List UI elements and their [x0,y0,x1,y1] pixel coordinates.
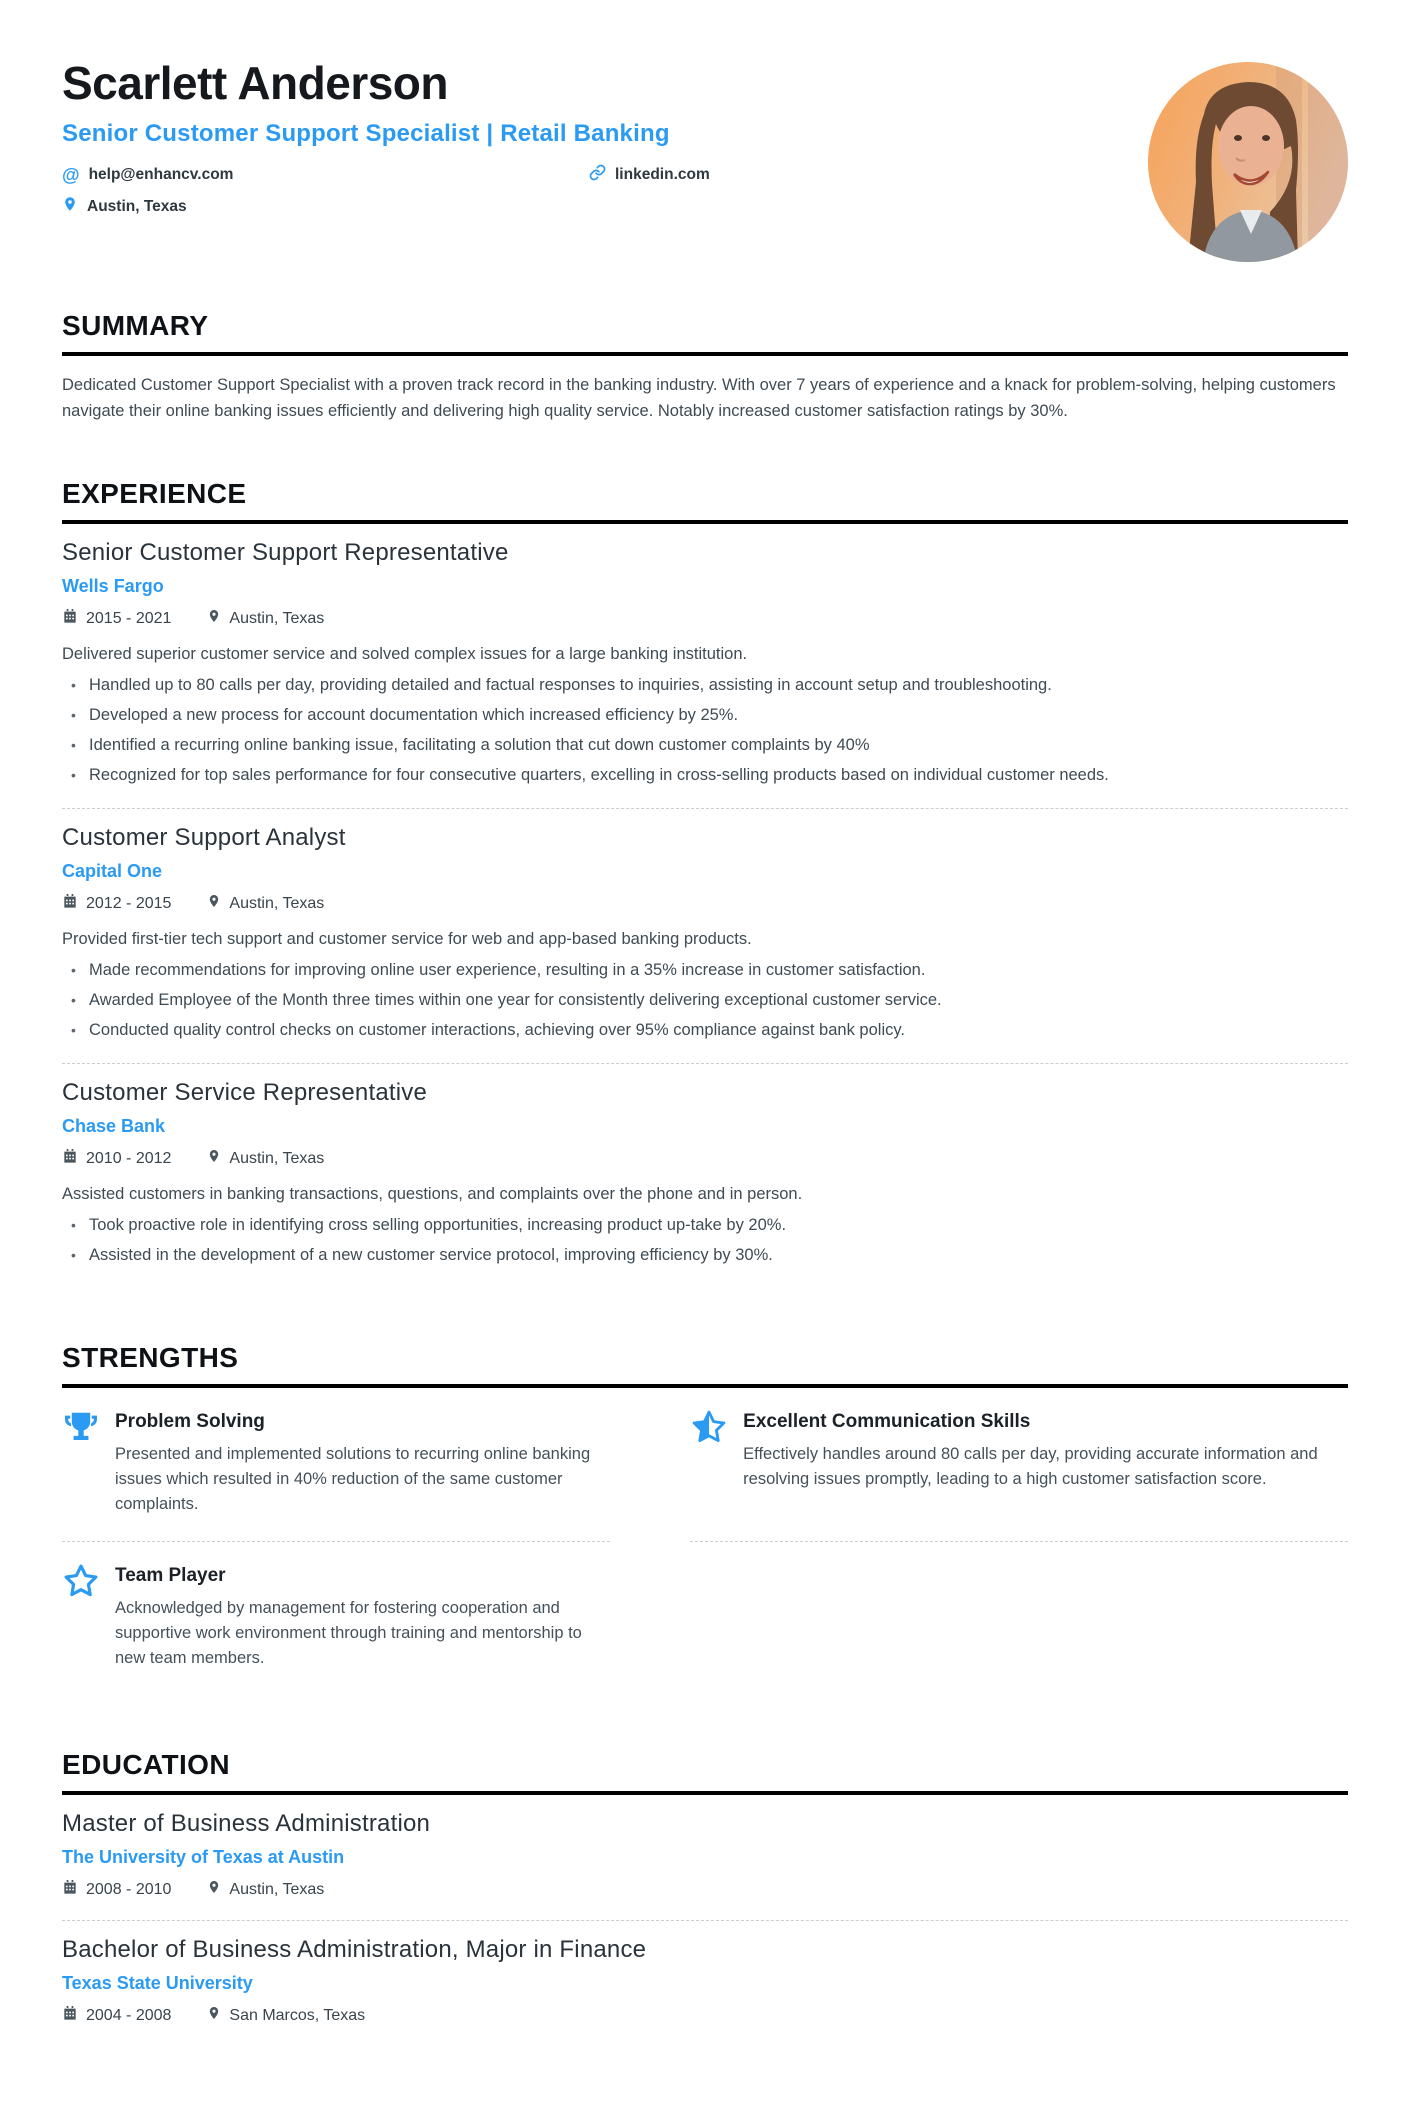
company-name: Capital One [62,861,163,881]
star-half-icon [690,1408,728,1451]
header-text-block [62,50,1148,218]
calendar-icon [62,1148,78,1169]
star-outline-icon [62,1562,100,1605]
strength-item [690,1388,1348,1542]
at-icon: @ [62,165,80,185]
job-title: Senior Customer Support Representative [62,539,509,566]
education-entry [62,1795,1348,1921]
date-range [62,2005,171,2026]
location-pin-icon [207,893,221,914]
strength-body [743,1408,1348,1492]
contact-info [62,164,1148,218]
location-item [62,195,589,218]
date-range [62,1148,171,1169]
job-bullet-list [62,958,1348,1043]
location-pin-icon [62,195,78,218]
bullet-item: • Conducted quality control checks on customer interactions, achieving over 95% compliance against bank policy. [62,1018,1348,1043]
calendar-icon [62,1879,78,1900]
date-text: 2008 - 2010 [86,1880,172,1898]
job-meta [62,1148,1348,1169]
date-text: 2012 - 2015 [86,894,172,912]
school-name: The University of Texas at Austin [62,1847,345,1867]
job-location [207,608,324,629]
job-bullet-list [62,673,1348,788]
strength-text: Presented and implemented solutions to recurring online banking issues which resulted in 40% reduction of the same customer complaints. [115,1445,591,1513]
date-range [62,608,171,629]
date-text: 2015 - 2021 [86,609,172,627]
job-title: Customer Support Analyst [62,824,346,851]
experience-entry [62,1064,1348,1288]
calendar-icon [62,2005,78,2026]
summary-heading: SUMMARY [62,310,1348,356]
degree-meta [62,1879,1348,1900]
strength-item [62,1388,610,1542]
location-pin-icon [207,1879,221,1900]
date-text: 2004 - 2008 [86,2006,172,2024]
location-text: Austin, Texas [229,894,325,912]
job-title-headline: Senior Customer Support Specialist | Retail Banking [62,120,670,147]
job-bullet-list [62,1213,1348,1268]
date-range [62,893,171,914]
location-text: San Marcos, Texas [229,2006,366,2024]
experience-heading: EXPERIENCE [62,478,1348,524]
job-description: Provided first-tier tech support and customer service for web and app-based banking products. [62,930,752,948]
location-text: Austin, Texas [87,197,187,215]
linkedin-link[interactable] [589,164,1148,186]
school-name: Texas State University [62,1973,253,1993]
job-meta [62,608,1348,629]
strength-title: Problem Solving [115,1411,265,1432]
education-entry [62,1921,1348,2046]
summary-section [62,310,1348,424]
link-icon [589,164,606,186]
job-description: Delivered superior customer service and solved complex issues for a large banking institution. [62,645,748,663]
trophy-icon [62,1408,100,1451]
bullet-item: • Handled up to 80 calls per day, providing detailed and factual responses to inquiries, assisting in account setup and troubleshooting. [62,673,1348,698]
degree-meta [62,2005,1348,2026]
strengths-heading: STRENGTHS [62,1342,1348,1388]
strength-title: Team Player [115,1565,226,1586]
calendar-icon [62,608,78,629]
job-location [207,893,324,914]
degree-title: Master of Business Administration [62,1810,431,1837]
bullet-item: • Awarded Employee of the Month three times within one year for consistently delivering exceptional customer service. [62,988,1348,1013]
strength-title: Excellent Communication Skills [743,1411,1031,1432]
location-text: Austin, Texas [229,609,325,627]
strength-text: Effectively handles around 80 calls per day, providing accurate information and resolving issues promptly, leading to a high customer satisfaction score. [743,1445,1318,1488]
bullet-item: • Made recommendations for improving online user experience, resulting in a 35% increase in customer satisfaction. [62,958,1348,983]
person-name: Scarlett Anderson [62,57,449,109]
strength-body [115,1408,610,1517]
strength-body [115,1562,610,1671]
strength-text: Acknowledged by management for fostering cooperation and supportive work environment through training and mentorship to new team members. [115,1599,582,1667]
email-text: help@enhancv.com [88,166,234,183]
degree-location [207,2005,365,2026]
resume-header [62,50,1348,262]
location-pin-icon [207,608,221,629]
location-pin-icon [207,1148,221,1169]
company-name: Chase Bank [62,1116,166,1136]
location-pin-icon [207,2005,221,2026]
bullet-item: • Assisted in the development of a new customer service protocol, improving efficiency by 30%. [62,1243,1348,1268]
education-section [62,1749,1348,2046]
date-range [62,1879,171,1900]
job-description: Assisted customers in banking transactions, questions, and complaints over the phone and in person. [62,1185,803,1203]
bullet-item: • Took proactive role in identifying cross selling opportunities, increasing product up-take by 20%. [62,1213,1348,1238]
strengths-section [62,1342,1348,1695]
experience-section [62,478,1348,1288]
degree-title: Bachelor of Business Administration, Major in Finance [62,1936,647,1963]
bullet-item: • Identified a recurring online banking issue, facilitating a solution that cut down customer complaints by 40% [62,733,1348,758]
degree-location [207,1879,324,1900]
job-title: Customer Service Representative [62,1079,428,1106]
email-link[interactable] [62,166,589,184]
bullet-item: • Developed a new process for account documentation which increased efficiency by 25%. [62,703,1348,728]
location-text: Austin, Texas [229,1149,325,1167]
experience-entry [62,809,1348,1064]
job-meta [62,893,1348,914]
company-name: Wells Fargo [62,576,164,596]
education-heading: EDUCATION [62,1749,1348,1795]
linkedin-text: linkedin.com [615,166,710,183]
experience-entry [62,524,1348,809]
avatar [1148,62,1348,262]
summary-text: Dedicated Customer Support Specialist with a proven track record in the banking industry. With over 7 years of experience and a knack for problem-solving, helping customers navigate their online banking issues efficiently and delivering high quality service. Notably increased customer satisfaction ratings by 30%. [62,376,1336,420]
date-text: 2010 - 2012 [86,1149,172,1167]
job-location [207,1148,324,1169]
strength-item [62,1542,610,1695]
calendar-icon [62,893,78,914]
bullet-item: • Recognized for top sales performance for four consecutive quarters, excelling in cross-selling products based on individual customer needs. [62,763,1348,788]
location-text: Austin, Texas [229,1880,325,1898]
strengths-grid [62,1388,1348,1695]
